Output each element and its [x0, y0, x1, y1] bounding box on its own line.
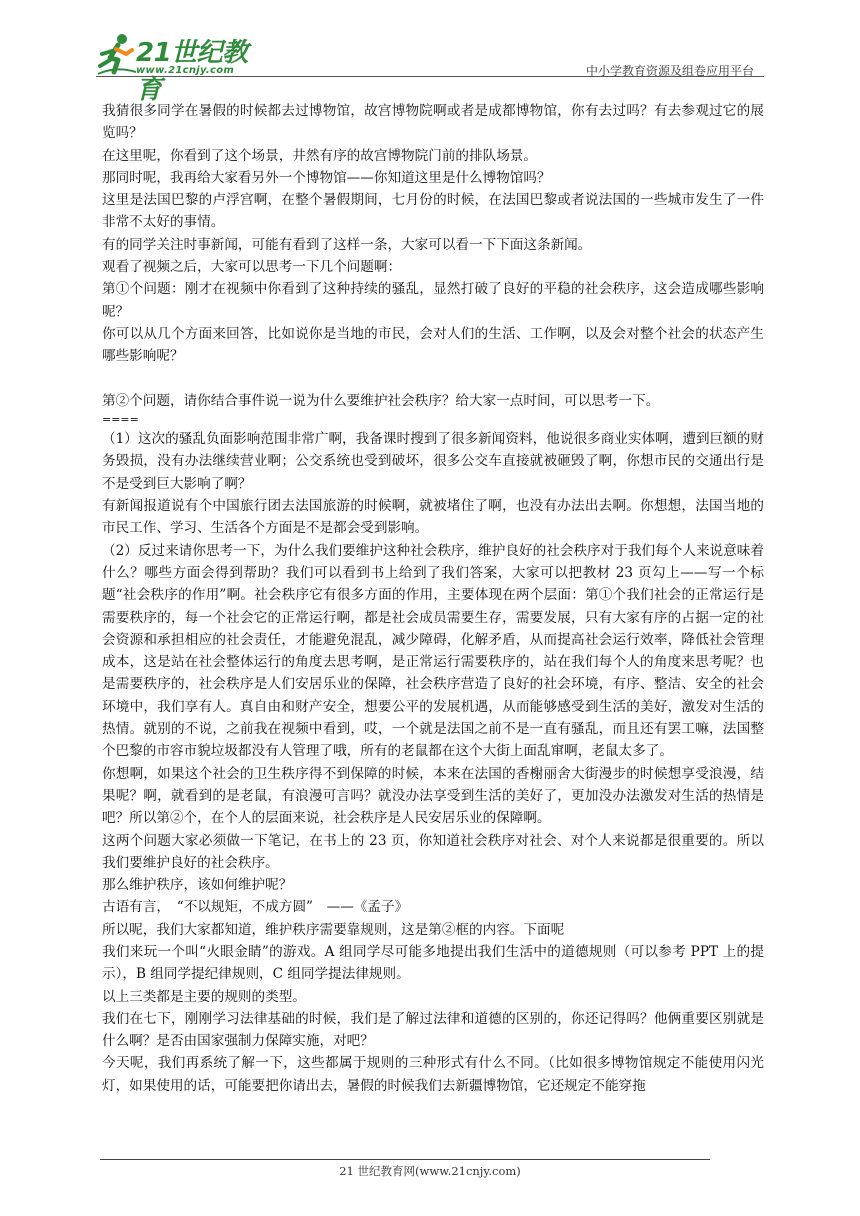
- site-logo[interactable]: [96, 30, 266, 105]
- paragraph: 你想啊，如果这个社会的卫生秩序得不到保障的时候，本来在法国的香榭丽舍大街漫步的时候想享受浪漫，结果呢？啊，就看到的是老鼠，有浪漫可言吗？就没办法享受到生活的美好了，更加没办法激发对生活的热情是吧？所以第②个，在个人的层面来说，社会秩序是人民安居乐业的保障啊。: [102, 765, 764, 827]
- paragraph: 那么维护秩序，该如何维护呢？: [102, 877, 293, 894]
- paragraph: 那同时呢，我再给大家看另外一个博物馆——你知道这里是什么博物馆吗？: [102, 169, 551, 186]
- paragraph: 第①个问题：刚才在视频中你看到了这种持续的骚乱，显然打破了良好的平稳的社会秩序，这会造成哪些影响呢？: [102, 281, 764, 320]
- paragraph: （2）反过来请你思考一下，为什么我们要维护这种社会秩序，维护良好的社会秩序对于我们每个人来说意味着什么？哪些方面会得到帮助？我们可以看到书上给到了我们答案，大家可以把教材 23 页勾上——写一个标题“社会秩序的作用”啊。社会秩序它有很多方面的作用，主要体现在两个层面：第①个我们社会的正常运行是需要秩序的，每一个社会它的正常运行啊，都是社会成员需要生存，需要发展，只有大家有序的占据一定的社会资源和承担相应的社会责任，才能避免混乱，减少障碍，化解矛盾，从而提高社会运行效率，降低社会管理成本，这是站在社会整体运行的角度去思考啊，是正常运行需要秩序的，站在我们每个人的角度来思考呢？也是需要秩序的，社会秩序是人们安居乐业的保障，社会秩序营造了良好的社会环境，有序、整洁、安全的社会环境中，我们享有人。真自由和财产安全，想要公平的发展机遇，从而能够感受到生活的美好，激发对生活的热情。就别的不说，之前我在视频中看到，哎，一个就是法国之前不是一直有骚乱，而且还有罢工嘛，法国整个巴黎的市容市貌垃圾都没有人管理了哦，所有的老鼠都在这个大街上面乱窜啊，老鼠太多了。: [102, 542, 764, 760]
- paragraph: 所以呢，我们大家都知道，维护秩序需要靠规则，这是第②框的内容。下面呢: [102, 921, 565, 938]
- paragraph: 有新闻报道说有个中国旅行团去法国旅游的时候啊，就被堵住了啊，也没有办法出去啊。你想想，法国当地的市民工作、学习、生活各个方面是不是都会受到影响。: [102, 498, 764, 537]
- footer-site-link[interactable]: 21 世纪教育网(www.21cnjy.com): [339, 1164, 521, 1178]
- platform-label: 中小学教育资源及组卷应用平台: [585, 64, 754, 78]
- paragraph: 在这里呢，你看到了这个场景，井然有序的故宫博物院门前的排队场景。: [102, 147, 537, 164]
- paragraph: 第②个问题，请你结合事件说一说为什么要维护社会秩序？给大家一点时间，可以思考一下。: [102, 392, 660, 409]
- paragraph: 有的同学关注时事新闻，可能有看到了这样一条，大家可以看一下下面这条新闻。: [102, 236, 592, 253]
- header-divider: [96, 76, 764, 77]
- paragraph: 观看了视频之后，大家可以思考一下几个问题啊：: [102, 259, 402, 276]
- paragraph: 这里是法国巴黎的卢浮宫啊，在整个暑假期间，七月份的时候，在法国巴黎或者说法国的一些城市发生了一件非常不太好的事情。: [102, 192, 764, 231]
- paragraph: （1）这次的骚乱负面影响范围非常广啊，我备课时搜到了很多新闻资料，他说很多商业实体啊，遭到巨额的财务毁损，没有办法继续营业啊；公交系统也受到破坏，很多公交车直接就被砸毁了啊，你想市民的交通出行是不是受到巨大影响了啊？: [102, 431, 764, 492]
- paragraph: 古语有言， “不以规矩，不成方圆” ——《孟子》: [102, 899, 409, 916]
- paragraph: 我们来玩一个叫“火眼金睛”的游戏。A 组同学尽可能多地提出我们生活中的道德规则（可以参考 PPT 上的提示），B 组同学提纪律规则，C 组同学提法律规则。: [102, 943, 764, 983]
- paragraph: 我们在七下，刚刚学习法律基础的时候，我们是了解过法律和道德的区别的，你还记得吗？他俩重要区别就是什么啊？是否由国家强制力保障实施，对吧？: [102, 1010, 764, 1050]
- paragraph: 我猜很多同学在暑假的时候都去过博物馆，故宫博物院啊或者是成都博物馆，你有去过吗？有去参观过它的展览吗？: [102, 103, 764, 142]
- paragraph: 你可以从几个方面来回答，比如说你是当地的市民，会对人们的生活、工作啊，以及会对整个社会的状态产生哪些影响呢？: [102, 325, 764, 365]
- logo-text: 21世纪教育: [136, 38, 248, 105]
- blank-line: [102, 368, 764, 390]
- logo-url: www.21cnjy.com: [136, 65, 235, 76]
- paragraph: 今天呢，我们再系统了解一下，这些都属于规则的三种形式有什么不同。（比如很多博物馆规定不能使用闪光灯，如果使用的话，可能要把你请出去，暑假的时候我们去新疆博物馆，它还规定不能穿拖: [102, 1055, 764, 1094]
- footer-divider: [100, 1159, 710, 1160]
- page-header: [96, 30, 764, 105]
- document-body: [102, 100, 764, 1097]
- separator-marks: ====: [102, 413, 139, 427]
- runner-logo-icon: [96, 32, 136, 78]
- paragraph: 以上三类都是主要的规则的类型。: [102, 988, 306, 1005]
- paragraph: 这两个问题大家必须做一下笔记，在书上的 23 页，你知道社会秩序对社会、对个人来说都是很重要的。所以我们要维护良好的社会秩序。: [102, 832, 764, 871]
